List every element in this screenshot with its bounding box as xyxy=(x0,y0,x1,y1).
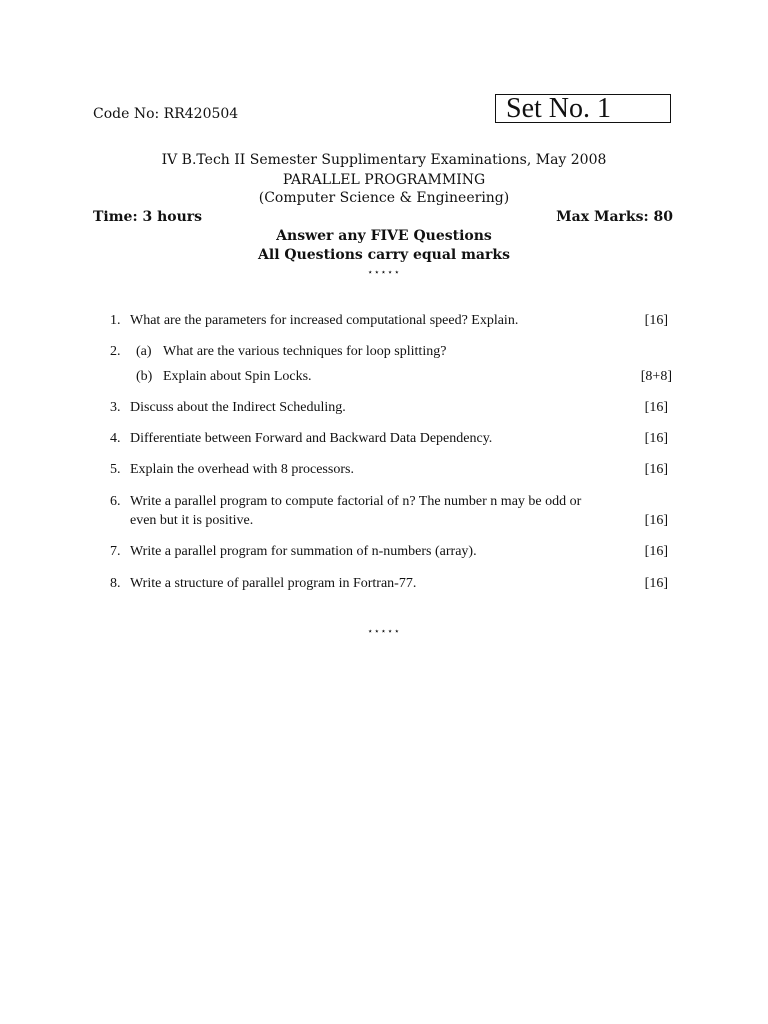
question-number: 4. xyxy=(110,431,121,446)
question-text: Differentiate between Forward and Backward Data Dependency. xyxy=(130,431,493,446)
question-text: Write a parallel program for summation of n-numbers (array). xyxy=(130,544,477,559)
instruction-answer-five: Answer any FIVE Questions xyxy=(276,228,492,244)
header-stars-divider: ⋆⋆⋆⋆⋆ xyxy=(367,268,401,278)
question-text-line-2: even but it is positive. xyxy=(130,513,254,528)
subquestion-a-label: (a) xyxy=(136,344,152,359)
question-text: Discuss about the Indirect Scheduling. xyxy=(130,400,346,415)
question-marks: [16] xyxy=(644,313,668,328)
question-text: Explain the overhead with 8 processors. xyxy=(130,462,354,477)
branch-name: (Computer Science & Engineering) xyxy=(258,190,510,206)
code-number: Code No: RR420504 xyxy=(93,106,239,122)
question-number: 5. xyxy=(110,462,121,477)
question-marks: [16] xyxy=(644,400,668,415)
question-marks: [16] xyxy=(644,576,668,591)
question-number: 6. xyxy=(110,494,121,509)
question-number: 1. xyxy=(110,313,121,328)
question-number: 7. xyxy=(110,544,121,559)
question-marks: [16] xyxy=(644,462,668,477)
subject-title: PARALLEL PROGRAMMING xyxy=(282,172,486,188)
question-number: 8. xyxy=(110,576,121,591)
question-text: What are the parameters for increased computational speed? Explain. xyxy=(130,313,519,328)
question-number: 3. xyxy=(110,400,121,415)
exam-title: IV B.Tech II Semester Supplimentary Examinations, May 2008 xyxy=(161,152,607,168)
question-text: Write a structure of parallel program in Fortran-77. xyxy=(130,576,417,591)
question-marks: [16] xyxy=(644,431,668,446)
max-marks: Max Marks: 80 xyxy=(556,209,673,225)
instruction-equal-marks: All Questions carry equal marks xyxy=(258,247,510,263)
subquestion-b-text: Explain about Spin Locks. xyxy=(163,369,312,384)
question-number: 2. xyxy=(110,344,121,359)
question-marks: [16] xyxy=(644,544,668,559)
subquestion-a-text: What are the various techniques for loop splitting? xyxy=(163,344,447,359)
subquestion-b-label: (b) xyxy=(136,369,153,384)
set-number-box: Set No. 1 xyxy=(495,94,671,123)
exam-duration: Time: 3 hours xyxy=(93,209,203,225)
footer-stars-divider: ⋆⋆⋆⋆⋆ xyxy=(367,627,401,637)
question-marks: [8+8] xyxy=(640,369,672,384)
question-text-line-1: Write a parallel program to compute factorial of n? The number n may be odd or xyxy=(130,494,582,509)
question-marks: [16] xyxy=(644,513,668,528)
